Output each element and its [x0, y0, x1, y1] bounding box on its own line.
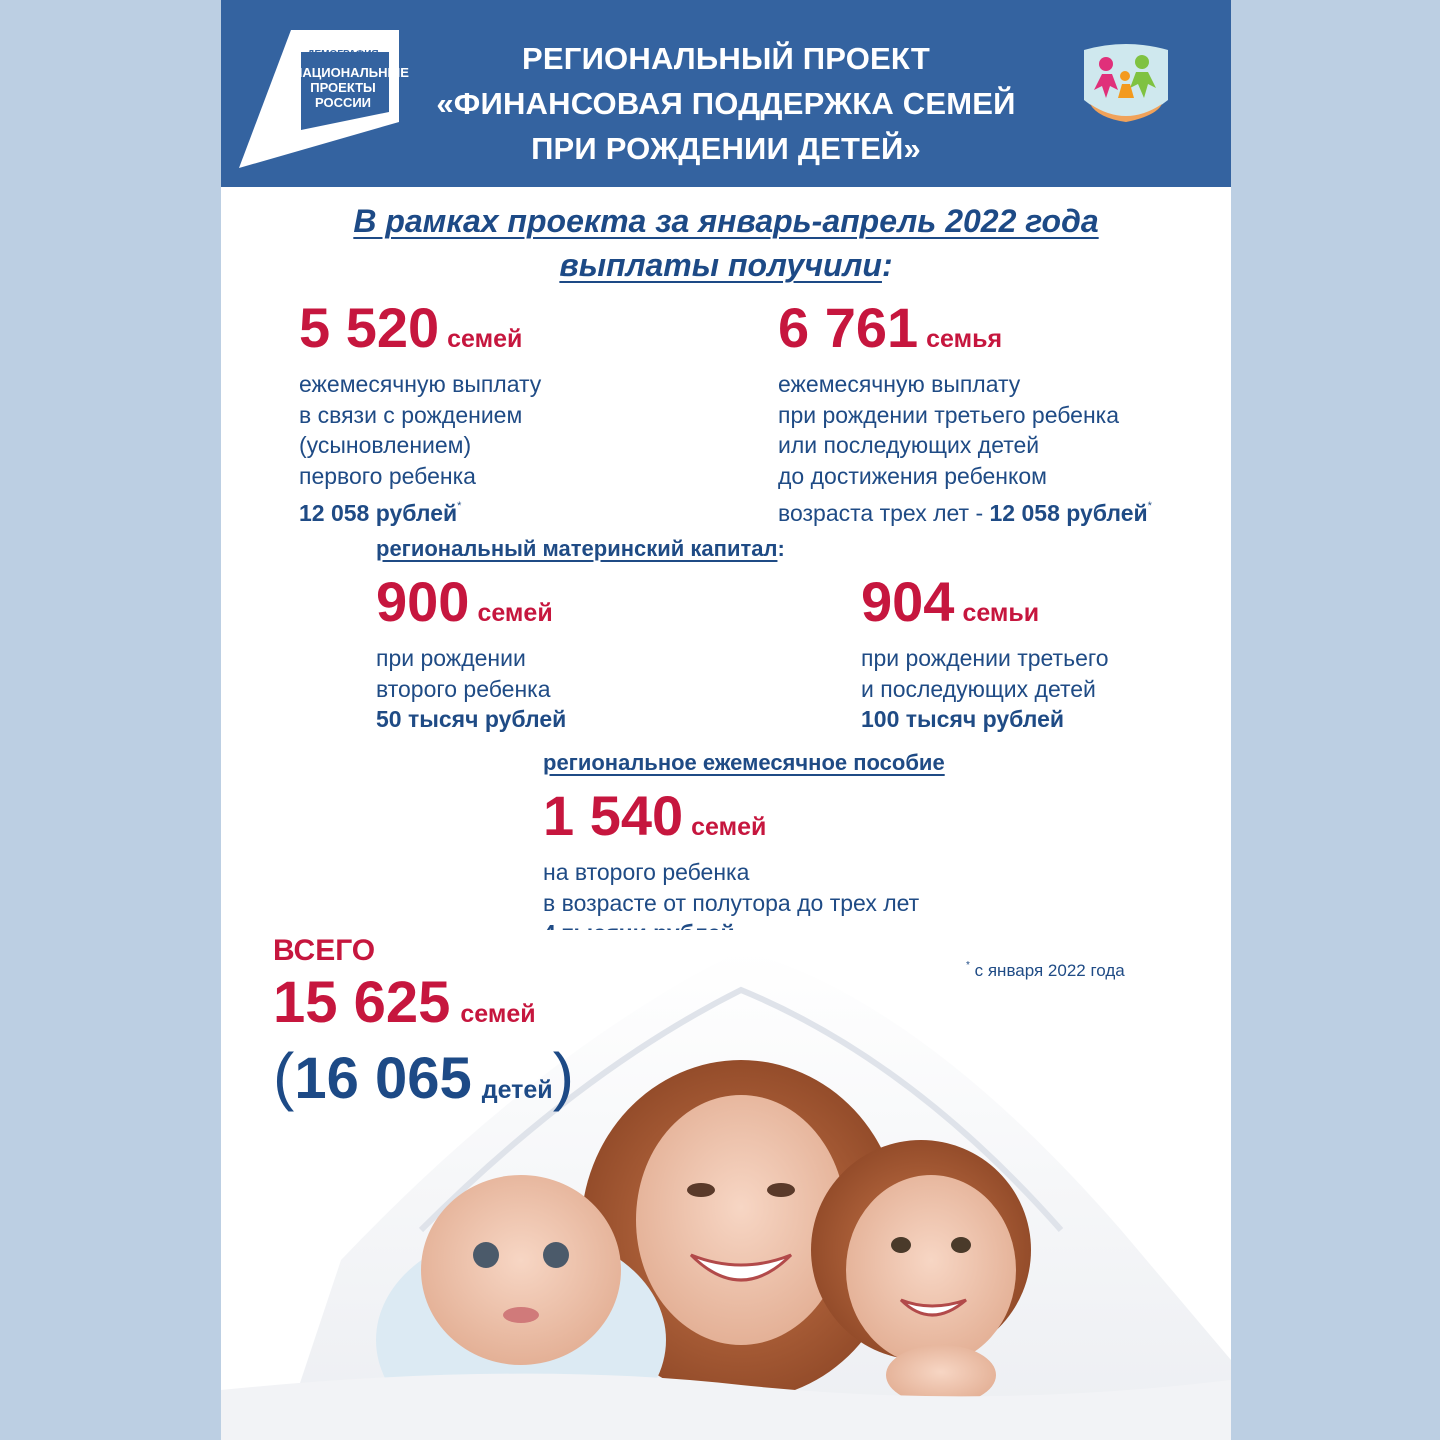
total-families-number: 15 625: [273, 970, 451, 1035]
intro-colon: :: [881, 247, 893, 283]
footnote-mark: *: [966, 960, 970, 971]
stat-capital-second: [376, 572, 566, 735]
stat-unit: семья: [926, 325, 1003, 353]
stat-monthly-allowance: [543, 786, 919, 949]
infographic-sheet: [221, 0, 1231, 1440]
stat-number: 904: [861, 570, 955, 633]
stat-number-row: [543, 786, 919, 857]
total-children-unit: детей: [481, 1076, 553, 1104]
stat-text: в возрасте от полутора до трех лет: [543, 889, 920, 916]
intro-line: В рамках проекта за январь-апрель 2022 года: [353, 203, 1099, 239]
total-families-unit: семей: [460, 1000, 536, 1028]
logo-kicker: ДЕМОГРАФИЯ: [307, 49, 379, 60]
footnote-mark: *: [1147, 500, 1152, 512]
stat-amount: 12 058 рублей: [299, 500, 458, 526]
stat-number-row: [299, 298, 541, 369]
intro-line: выплаты получили: [559, 247, 882, 283]
stat-text: или последующих детей: [778, 432, 1040, 458]
stat-text: в связи с рождением: [299, 401, 523, 428]
title-line: «ФИНАНСОВАЯ ПОДДЕРЖКА СЕМЕЙ: [436, 86, 1016, 121]
maternity-capital-label: [376, 536, 785, 562]
stat-amount: 50 тысяч рублей: [376, 706, 567, 732]
stat-amount: 100 тысяч рублей: [861, 706, 1065, 732]
stat-text: на второго ребенка: [543, 859, 750, 885]
stat-text: при рождении третьего ребенка: [778, 401, 1120, 428]
title-line: ПРИ РОЖДЕНИИ ДЕТЕЙ»: [531, 131, 921, 166]
stat-text: и последующих детей: [861, 675, 1096, 702]
stat-text: второго ребенка: [376, 675, 551, 702]
header-banner: [221, 0, 1231, 187]
family-support-logo: [1076, 42, 1176, 132]
intro-heading: [221, 199, 1231, 287]
stat-unit: семей: [691, 813, 767, 841]
stat-text: первого ребенка: [299, 462, 476, 489]
page-title: [421, 36, 1031, 171]
logo-line: НАЦИОНАЛЬНЫЕ: [293, 65, 409, 80]
section-label-colon: :: [777, 536, 785, 561]
stat-text: ежемесячную выплату: [778, 371, 1021, 397]
stat-number: 900: [376, 570, 470, 633]
total-children-number: 16 065: [294, 1046, 472, 1111]
total-label: ВСЕГО: [273, 934, 376, 967]
section-label-text: региональное ежемесячное пособие: [543, 750, 945, 775]
logo-line: РОССИИ: [314, 95, 372, 110]
stat-text: до достижения ребенком: [778, 462, 1047, 489]
stat-text: ежемесячную выплату: [299, 371, 542, 397]
stat-number: 1 540: [543, 784, 684, 847]
title-line: РЕГИОНАЛЬНЫЙ ПРОЕКТ: [522, 41, 930, 76]
stat-number-row: [861, 572, 1109, 643]
stat-number: 5 520: [299, 296, 440, 359]
monthly-allowance-label: [543, 750, 945, 776]
total-children: [273, 1040, 574, 1121]
stat-capital-third: [861, 572, 1109, 735]
paren-open: (: [273, 1040, 295, 1112]
stat-unit: семей: [477, 599, 553, 627]
footnote: [966, 960, 1125, 981]
stat-unit: семей: [447, 325, 523, 353]
stat-text: возраста трех лет -: [778, 500, 990, 526]
total-families: [273, 972, 574, 1045]
paren-close: ): [552, 1040, 574, 1112]
stat-number: 6 761: [778, 296, 919, 359]
stat-amount: 12 058 рублей: [989, 500, 1148, 526]
stat-text: при рождении: [376, 645, 526, 671]
total-block: [273, 930, 574, 1121]
stat-number-row: [778, 298, 1152, 369]
logo-line: ПРОЕКТЫ: [310, 80, 376, 95]
stat-third-child: [778, 298, 1152, 529]
stat-text: (усыновлением): [299, 432, 472, 458]
stat-text: при рождении третьего: [861, 645, 1109, 671]
section-label-text: региональный материнский капитал: [376, 536, 778, 561]
stat-number-row: [376, 572, 566, 643]
footnote-mark: *: [457, 500, 462, 512]
footnote-text: с января 2022 года: [969, 961, 1125, 980]
stat-first-child: [299, 298, 541, 529]
stat-unit: семьи: [962, 599, 1040, 627]
